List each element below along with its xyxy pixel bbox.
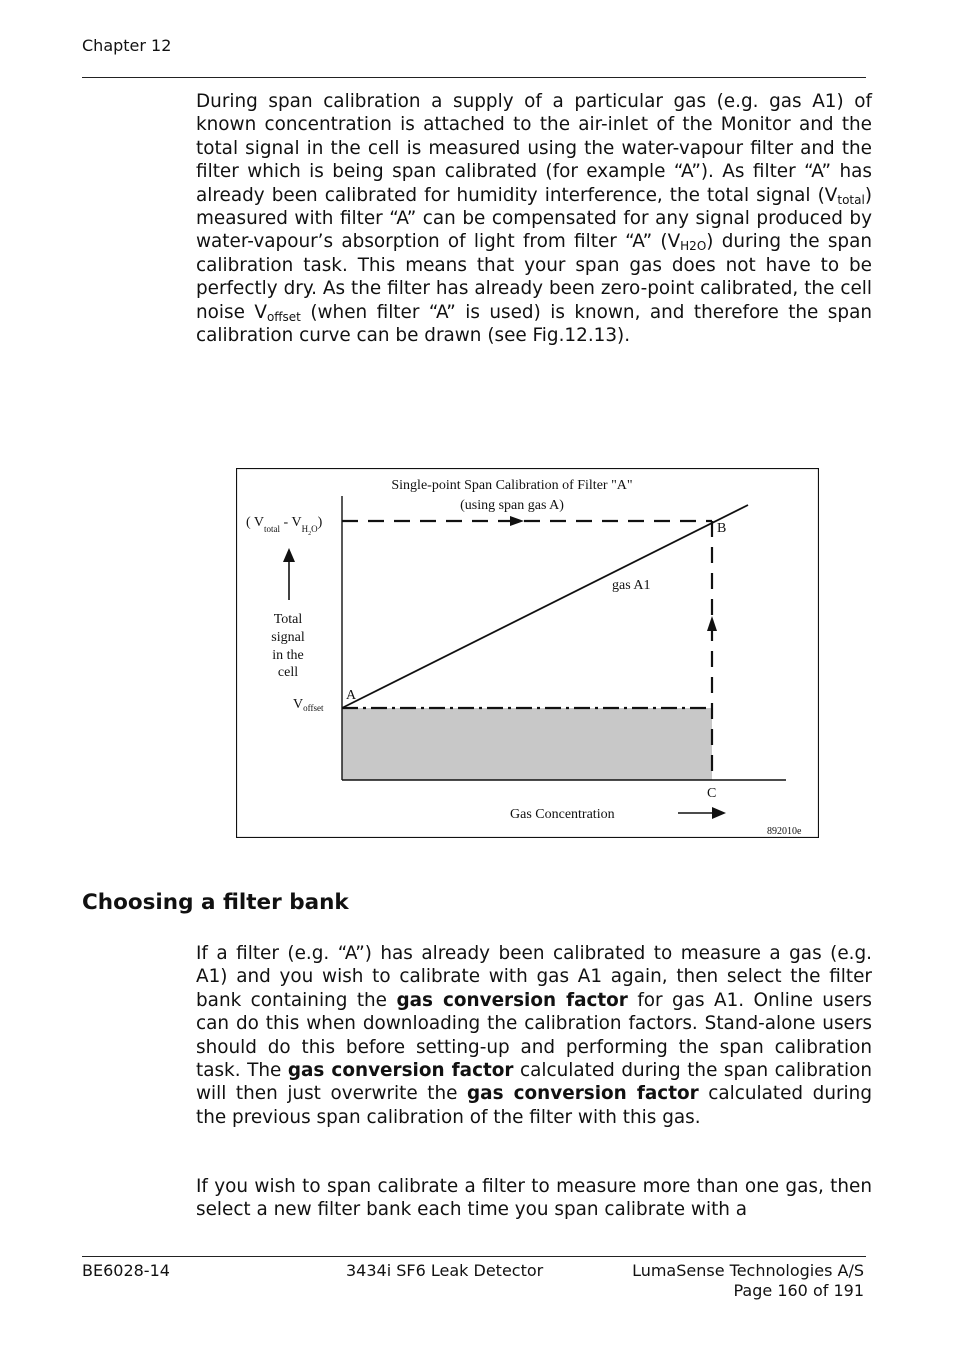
footer-page-number: Page 160 of 191: [733, 1281, 864, 1300]
y-axis-label-line4: cell: [277, 665, 299, 680]
point-a-label: A: [346, 688, 357, 703]
figure-title-line2: (using span gas A): [460, 498, 564, 513]
figure-code: 892010e: [767, 826, 802, 837]
point-b-label: B: [717, 521, 727, 536]
figure-title-line1: Single-point Span Calibration of Filter "A": [391, 478, 633, 493]
footer-company: LumaSense Technologies A/S: [632, 1261, 864, 1280]
span-calibration-figure: [236, 468, 819, 838]
y-top-label: ( $V_{total} - V_{H2}^O$): [246, 515, 323, 537]
x-axis-label: Gas Concentration: [510, 807, 615, 822]
intro-paragraph: During span calibration a supply of a particular gas (e.g. gas A1) of known concentration is attached to the air-inlet of the Monitor and the total signal in the cell is measured using the water-vapour filter and the filter which is being span calibrated (for example “A”). As filter “A” has already been calibrated for humidity interference, the total signal $(V_{total})$ measured with filter “A” can be compensated for any signal produced by water-vapour’s absorption of light from filter “A” $(V_{H2O})$ during the span calibration task. This means that your span gas does not have to be perfectly dry. As the filter has already been zero-point calibrated, the cell noise $V_{offset}$ (when filter “A” is used) is known, and therefore the span calibration curve can be drawn (see Fig.12.13).: [196, 91, 872, 347]
figure-frame: [237, 469, 819, 838]
footer-product: 3434i SF6 Leak Detector: [346, 1261, 544, 1280]
section-heading: Choosing a filter bank: [82, 890, 349, 915]
point-c-label: C: [707, 786, 717, 801]
header-rule: [82, 77, 866, 78]
y-axis-label-line3: in the: [272, 648, 304, 663]
footer-rule: [82, 1256, 866, 1257]
offset-shaded-region: [342, 708, 712, 780]
footer-doc-id: BE6028-14: [82, 1261, 170, 1280]
v-offset-label: $V_{offset}$: [293, 697, 324, 713]
chapter-label: Chapter 12: [82, 36, 172, 55]
section-paragraph-1: If a filter (e.g. “A”) has already been calibrated to measure a gas (e.g. A1) and you wish to calibrate with gas A1 again, then select the filter bank containing the gas conversion factor for gas A1. Online users can do this when downloading the calibration factors. Stand-alone users should do this before setting-up and performing the span calibration task. The gas conversion factor calculated during the span calibration will then just overwrite the gas conversion factor calculated during the previous span calibration of the filter with this gas.: [196, 943, 873, 1128]
footer-company-page: [632, 1261, 864, 1301]
y-axis-label-line1: Total: [273, 612, 303, 627]
section-paragraph-2: If you wish to span calibrate a filter to measure more than one gas, then select a new filter bank each time you span calibrate with a: [196, 1176, 872, 1221]
y-axis-label-line2: signal: [271, 630, 305, 645]
gas-a1-label: gas A1: [612, 578, 651, 593]
